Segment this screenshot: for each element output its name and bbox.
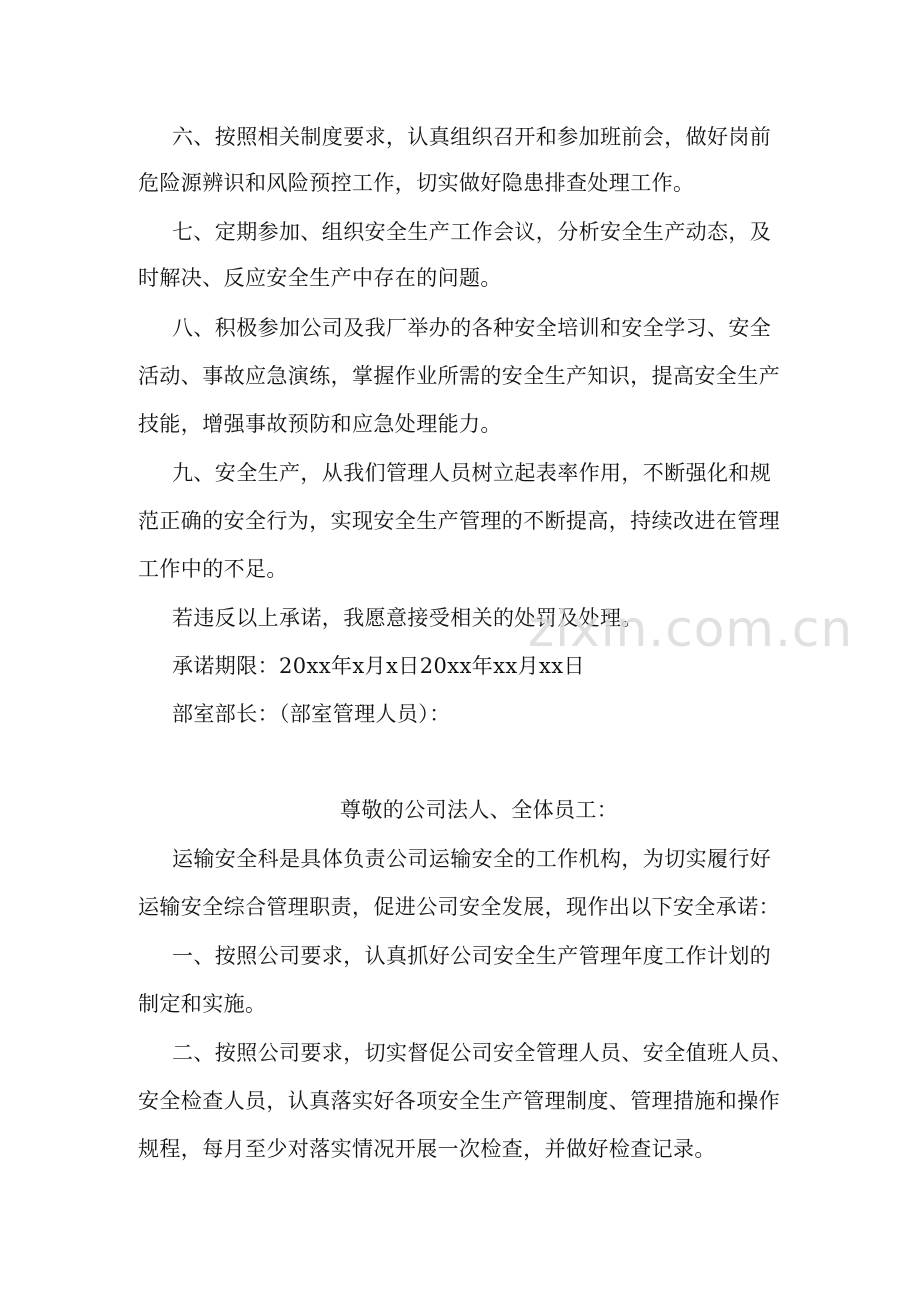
paragraph-9-line-3: 工作中的不足。 [138, 557, 288, 581]
paragraph-8-line-3: 技能，增强事故预防和应急处理能力。 [138, 412, 502, 436]
signature-line: 部室部长：（部室管理人员）： [172, 702, 451, 726]
item-1-line-2: 制定和实施。 [138, 992, 267, 1016]
item-1-line-1: 一、按照公司要求，认真抓好公司安全生产管理年度工作计划的 [172, 944, 772, 968]
pledge-period-line: 承诺期限：20xx年x月x日20xx年xx月xx日 [172, 654, 585, 678]
item-2-line-3: 规程，每月至少对落实情况开展一次检查，并做好检查记录。 [138, 1137, 716, 1161]
intro-line-2: 运输安全综合管理职责，促进公司安全发展，现作出以下安全承诺： [138, 895, 780, 919]
paragraph-9-line-2: 范正确的安全行为，实现安全生产管理的不断提高，持续改进在管理 [138, 509, 780, 533]
paragraph-8-line-1: 八、积极参加公司及我厂举办的各种安全培训和安全学习、安全 [172, 316, 772, 340]
item-2-line-1: 二、按照公司要求，切实督促公司安全管理人员、安全值班人员、 [172, 1041, 793, 1065]
paragraph-7-line-1: 七、定期参加、组织安全生产工作会议，分析安全生产动态，及 [172, 220, 772, 244]
watermark: zixin.com.cn [528, 600, 854, 658]
item-2-line-2: 安全检查人员，认真落实好各项安全生产管理制度、管理措施和操作 [138, 1089, 780, 1113]
pledge-violation-line: 若违反以上承诺，我愿意接受相关的处罚及处理。 [172, 606, 643, 630]
intro-line-1: 运输安全科是具体负责公司运输安全的工作机构，为切实履行好 [172, 847, 772, 871]
paragraph-6-line-2: 危险源辨识和风险预控工作，切实做好隐患排查处理工作。 [138, 171, 695, 195]
salutation-heading: 尊敬的公司法人、全体员工： [340, 798, 619, 822]
paragraph-6-line-1: 六、按照相关制度要求，认真组织召开和参加班前会，做好岗前 [172, 125, 772, 149]
paragraph-8-line-2: 活动、事故应急演练，掌握作业所需的安全生产知识，提高安全生产 [138, 364, 780, 388]
paragraph-7-line-2: 时解决、反应安全生产中存在的问题。 [138, 266, 502, 290]
paragraph-9-line-1: 九、安全生产，从我们管理人员树立起表率作用，不断强化和规 [172, 461, 772, 485]
